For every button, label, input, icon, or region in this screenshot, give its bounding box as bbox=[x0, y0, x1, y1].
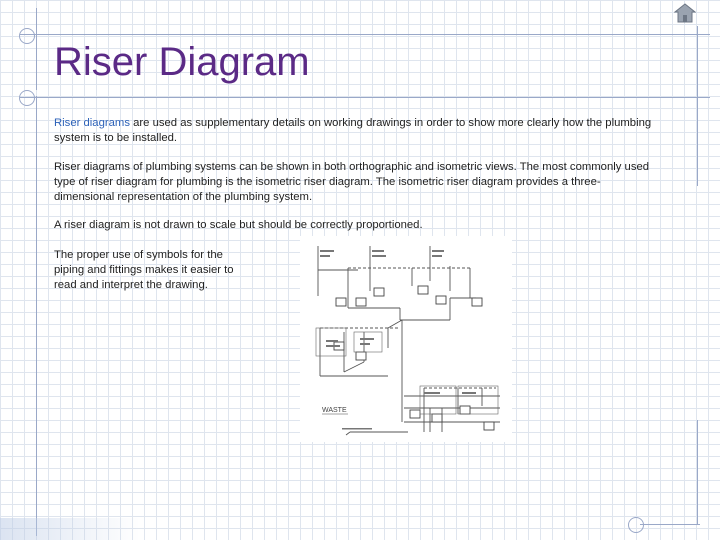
frame-line-left-top bbox=[36, 8, 37, 90]
page-title: Riser Diagram bbox=[54, 40, 310, 84]
paragraph-riser-definition bbox=[54, 116, 654, 146]
frame-line-under-title bbox=[20, 97, 710, 98]
frame-line-top bbox=[20, 34, 710, 35]
paragraph-riser-definition-text: are used as supplementary details on working drawings in order to show more clearly how the plumbing system is to be installed. bbox=[54, 117, 652, 144]
paragraph-views: Riser diagrams of plumbing systems can be shown in both orthographic and isometric views. The most commonly used type of riser diagram for plumbing is the isometric riser diagram. The isometric riser diagram provides a three-dimensional representation of the plumbing system. bbox=[54, 161, 650, 203]
paragraph-scale: A riser diagram is not drawn to scale but should be correctly proportioned. bbox=[54, 219, 423, 231]
frame-line-left-bottom bbox=[36, 96, 37, 536]
frame-line-right-lower bbox=[697, 420, 698, 524]
bottom-gradient-strip bbox=[0, 518, 140, 540]
riser-diagram-image bbox=[300, 236, 512, 442]
paragraph-symbols: The proper use of symbols for the piping and fittings makes it easier to read and interpret the drawing. bbox=[54, 249, 234, 291]
frame-line-bottom bbox=[640, 524, 700, 525]
home-icon[interactable] bbox=[674, 3, 696, 23]
frame-circle-top bbox=[19, 28, 35, 44]
frame-line-right bbox=[697, 26, 698, 186]
frame-circle-bottom bbox=[19, 90, 35, 106]
diagram-label-waste: WASTE bbox=[322, 407, 347, 414]
riser-diagram-drawing bbox=[300, 236, 512, 442]
riser-diagrams-link[interactable]: Riser diagrams bbox=[54, 117, 130, 129]
frame-circle-bottom-right bbox=[628, 517, 644, 533]
